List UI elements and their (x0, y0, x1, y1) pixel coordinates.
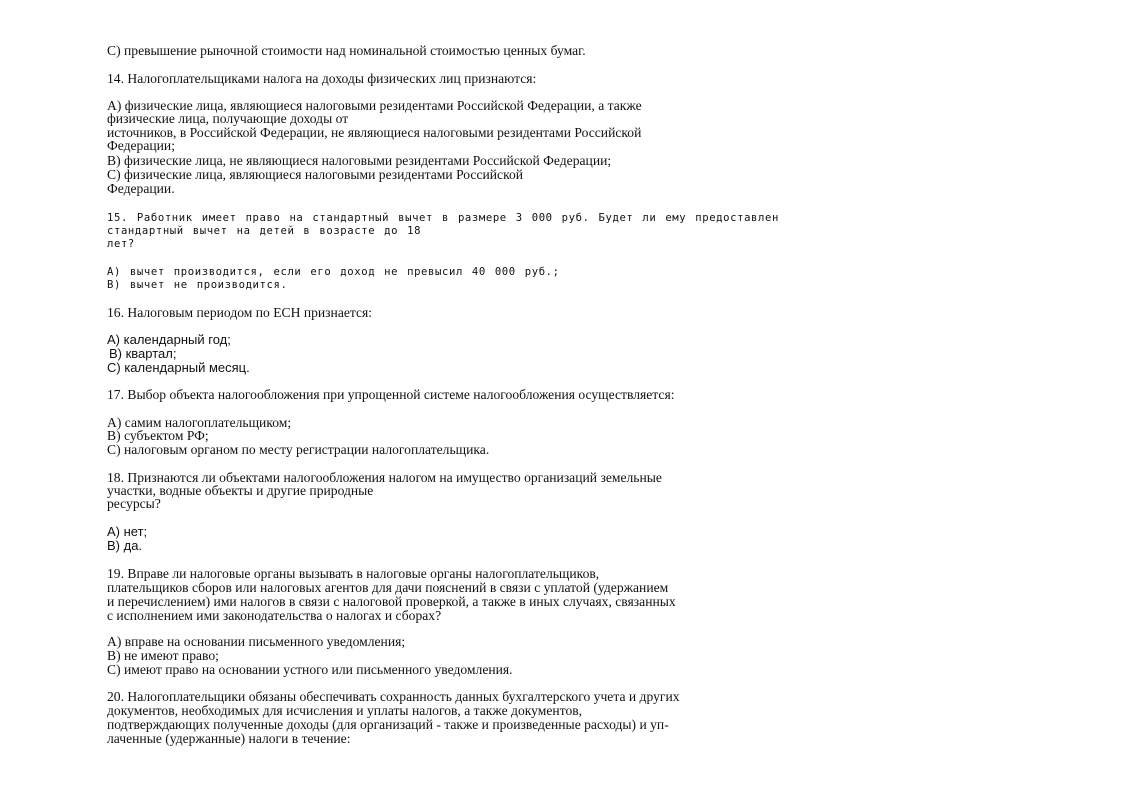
q19-question-line-3: и перечислением) ими налогов в связи с налоговой проверкой, а также в иных случаях, связанных (107, 594, 676, 609)
q20-question-line-2: документов, необходимых для исчисления и уплаты налогов, а также документов, (107, 703, 583, 718)
q15-question-line-1: 15. Работник имеет право на стандартный вычет в размере 3 000 руб. Будет ли ему предоставлен (107, 212, 779, 224)
q19-option-c: С) имеют право на основании устного или письменного уведомления. (107, 662, 513, 677)
q19-question-line-2: плательщиков сборов или налоговых агентов для дачи пояснений в связи с уплатой (удержанием (107, 580, 669, 595)
q17-option-a: А) самим налогоплательщиком; (107, 415, 292, 430)
q16-option-a: А) календарный год; (107, 332, 231, 347)
q18-question-line-3: ресурсы? (107, 496, 161, 511)
q15-option-a: А) вычет производится, если его доход не превысил 40 000 руб.; (107, 266, 560, 278)
q15-question-line-3: лет? (107, 238, 135, 250)
q19-option-a: А) вправе на основании письменного уведомления; (107, 634, 406, 649)
q13-option-c: С) превышение рыночной стоимости над номинальной стоимостью ценных бумаг. (107, 43, 586, 58)
q14-question: 14. Налогоплательщиками налога на доходы физических лиц признаются: (107, 71, 537, 86)
q19-question-line-1: 19. Вправе ли налоговые органы вызывать в налоговые органы налогоплательщиков, (107, 566, 600, 581)
q14-option-a-line-3: источников, в Российской Федерации, не являющиеся налоговыми резидентами Российской (107, 125, 642, 140)
q16-option-c: С) календарный месяц. (107, 360, 250, 375)
q15-option-b: В) вычет не производится. (107, 279, 288, 291)
q17-option-b: В) субъектом РФ; (107, 428, 209, 443)
q17-option-c: С) налоговым органом по месту регистрации налогоплательщика. (107, 442, 490, 457)
q14-option-a-line-1: А) физические лица, являющиеся налоговыми резидентами Российской Федерации, а также (107, 98, 642, 113)
q15-question-line-2: стандартный вычет на детей в возрасте до 18 (107, 225, 422, 237)
q17-question: 17. Выбор объекта налогообложения при упрощенной системе налогообложения осуществляется: (107, 387, 675, 402)
q14-option-a-line-4: Федерации; (107, 138, 175, 153)
q14-option-c-line-2: Федерации. (107, 181, 175, 196)
q19-question-line-4: с исполнением ими законодательства о налогах и сборах? (107, 608, 442, 623)
q18-question-line-1: 18. Признаются ли объектами налогообложения налогом на имущество организаций земельные (107, 470, 662, 485)
q20-question-line-1: 20. Налогоплательщики обязаны обеспечивать сохранность данных бухгалтерского учета и других (107, 689, 680, 704)
q16-option-b: В) квартал; (109, 346, 177, 361)
q20-question-line-3: подтверждающих полученные доходы (для организаций - также и произведенные расходы) и уп- (107, 717, 669, 732)
q18-option-a: А) нет; (107, 524, 148, 539)
q18-option-b: В) да. (107, 538, 143, 553)
q19-option-b: В) не имеют право; (107, 648, 219, 663)
q16-question: 16. Налоговым периодом по ЕСН признается: (107, 305, 373, 320)
q14-option-b: В) физические лица, не являющиеся налоговыми резидентами Российской Федерации; (107, 153, 612, 168)
q18-question-line-2: участки, водные объекты и другие природные (107, 483, 374, 498)
q14-option-a-line-2: физические лица, получающие доходы от (107, 111, 349, 126)
q20-question-line-4: лаченные (удержанные) налоги в течение: (107, 731, 351, 746)
q14-option-c-line-1: С) физические лица, являющиеся налоговыми резидентами Российской (107, 167, 524, 182)
